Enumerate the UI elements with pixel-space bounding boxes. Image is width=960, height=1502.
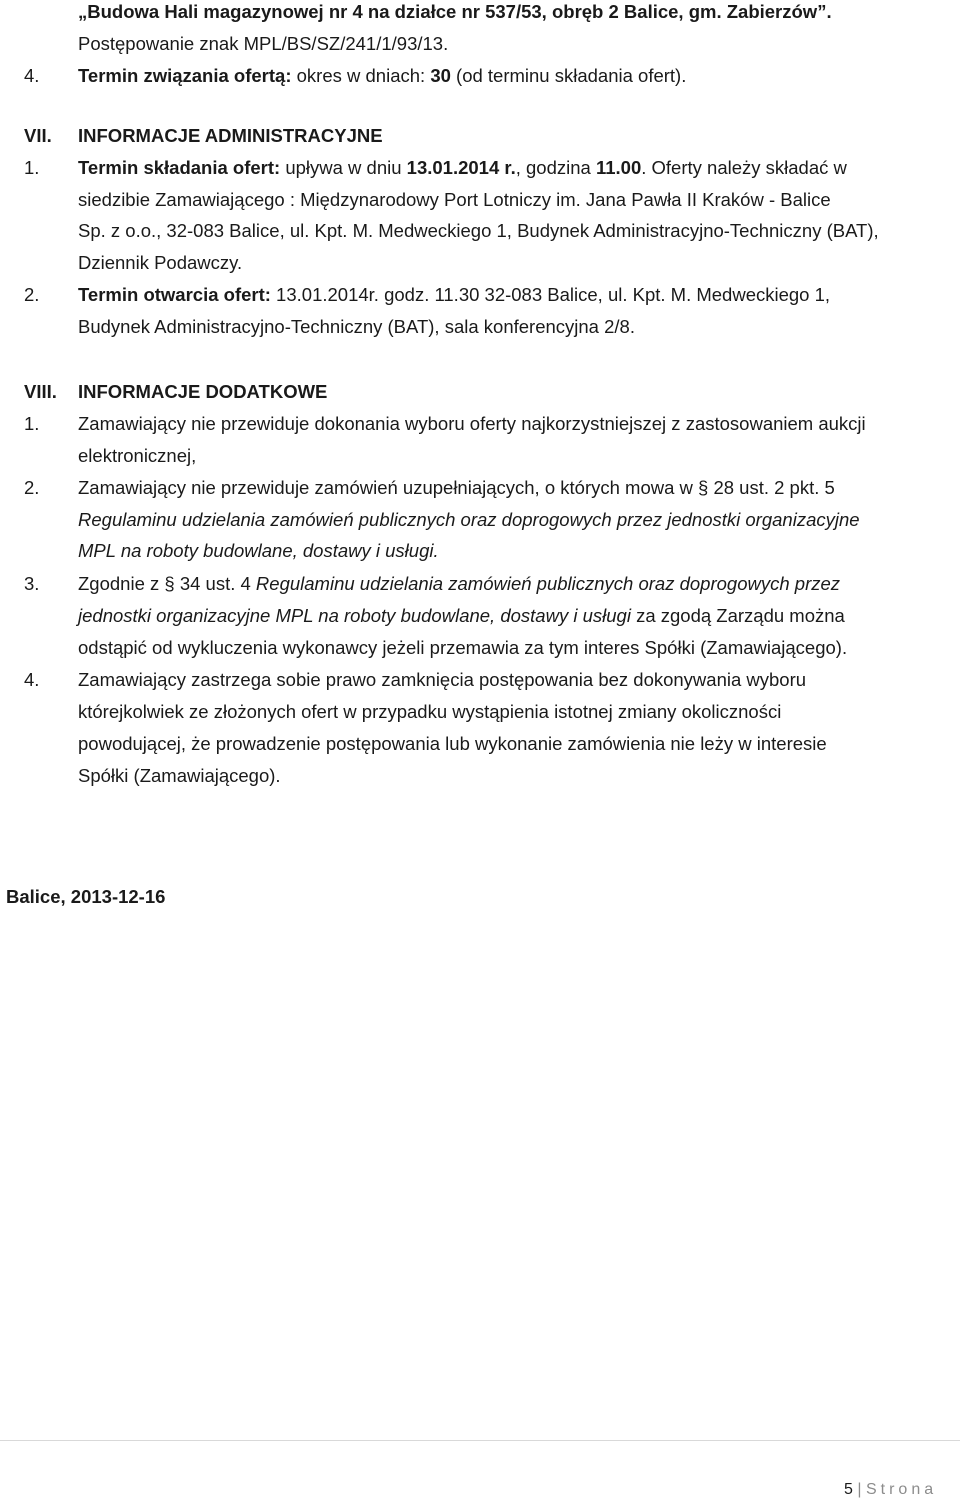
offer-binding-period (78, 64, 686, 88)
days-value: 30 (430, 65, 451, 86)
text: 13.01.2014r. godz. 11.30 32-083 Balice, ul. Kpt. M. Medweckiego 1, (270, 284, 831, 305)
paragraph-line: którejkolwiek ze złożonych ofert w przypadku wystąpienia istotnej zmiany okoliczności (78, 701, 782, 722)
project-title: „Budowa Hali magazynowej nr 4 na działce nr 537/53, obręb 2 Balice, gm. Zabierzów”. (78, 1, 832, 22)
text: (od terminu składania ofert). (450, 65, 687, 86)
label: Termin otwarcia ofert: (78, 284, 271, 305)
regulation-reference: Regulaminu udzielania zamówień publicznych oraz doprogowych przez (255, 573, 841, 594)
section-number: VII. (24, 125, 52, 146)
text: upływa w dniu (280, 157, 407, 178)
offer-opening-date (78, 283, 830, 307)
text: Zgodnie z § 34 ust. 4 (78, 573, 256, 594)
item-number: 4. (24, 669, 40, 690)
place-and-date: Balice, 2013-12-16 (6, 886, 166, 907)
time-value: 11.00 (595, 157, 642, 178)
page-number: 5 (844, 1481, 853, 1498)
section-heading-additional: INFORMACJE DODATKOWE (78, 381, 328, 402)
paragraph-line (78, 572, 840, 596)
item-number: 2. (24, 284, 40, 305)
item-number: 2. (24, 477, 40, 498)
paragraph-line: Budynek Administracyjno-Techniczny (BAT), sala konferencyjna 2/8. (78, 316, 635, 337)
text: , godzina (515, 157, 596, 178)
footer-separator: | (857, 1481, 862, 1498)
footer-divider (0, 1440, 960, 1441)
section-number: VIII. (24, 381, 57, 402)
regulation-reference: MPL na roboty budowlane, dostawy i usługi. (78, 540, 439, 561)
procedure-reference: Postępowanie znak MPL/BS/SZ/241/1/93/13. (78, 33, 449, 54)
regulation-reference: Regulaminu udzielania zamówień publicznych oraz doprogowych przez jednostki organizacyjne (78, 509, 860, 530)
text: . Oferty należy składać w (641, 157, 847, 178)
paragraph-line: powodującej, że prowadzenie postępowania lub wykonanie zamówienia nie leży w interesie (78, 733, 827, 754)
paragraph-line: odstąpić od wykluczenia wykonawcy jeżeli przemawia za tym interes Spółki (Zamawiającego). (78, 637, 848, 658)
paragraph-line: Spółki (Zamawiającego). (78, 765, 281, 786)
section-heading-administrative: INFORMACJE ADMINISTRACYJNE (78, 125, 383, 146)
item-number: 4. (24, 65, 40, 86)
offer-submission-deadline (78, 156, 958, 180)
paragraph-line: Zamawiający zastrzega sobie prawo zamknięcia postępowania bez dokonywania wyboru (78, 669, 807, 690)
regulation-reference: jednostki organizacyjne MPL na roboty budowlane, dostawy i usługi (78, 605, 631, 626)
text: okres w dniach: (291, 65, 431, 86)
paragraph-line: Sp. z o.o., 32-083 Balice, ul. Kpt. M. Medweckiego 1, Budynek Administracyjno-Techniczny (BAT), (78, 220, 879, 241)
page-footer (844, 1478, 937, 1502)
paragraph-line (78, 604, 845, 628)
paragraph-line: Dziennik Podawczy. (78, 252, 243, 273)
item-number: 1. (24, 157, 40, 178)
text: za zgodą Zarządu można (630, 605, 845, 626)
page-label: Strona (865, 1481, 938, 1498)
paragraph-line: Zamawiający nie przewiduje zamówień uzupełniających, o których mowa w § 28 ust. 2 pkt. 5 (78, 477, 835, 498)
item-number: 1. (24, 413, 40, 434)
paragraph-line: siedzibie Zamawiającego : Międzynarodowy Port Lotniczy im. Jana Pawła II Kraków - Balice (78, 189, 831, 210)
paragraph-line: Zamawiający nie przewiduje dokonania wyboru oferty najkorzystniejszej z zastosowaniem aukcji (78, 413, 866, 434)
paragraph-line: elektronicznej, (78, 445, 197, 466)
label: Termin związania ofertą: (78, 65, 292, 86)
date-value: 13.01.2014 r. (406, 157, 516, 178)
item-number: 3. (24, 573, 40, 594)
label: Termin składania ofert: (78, 157, 281, 178)
